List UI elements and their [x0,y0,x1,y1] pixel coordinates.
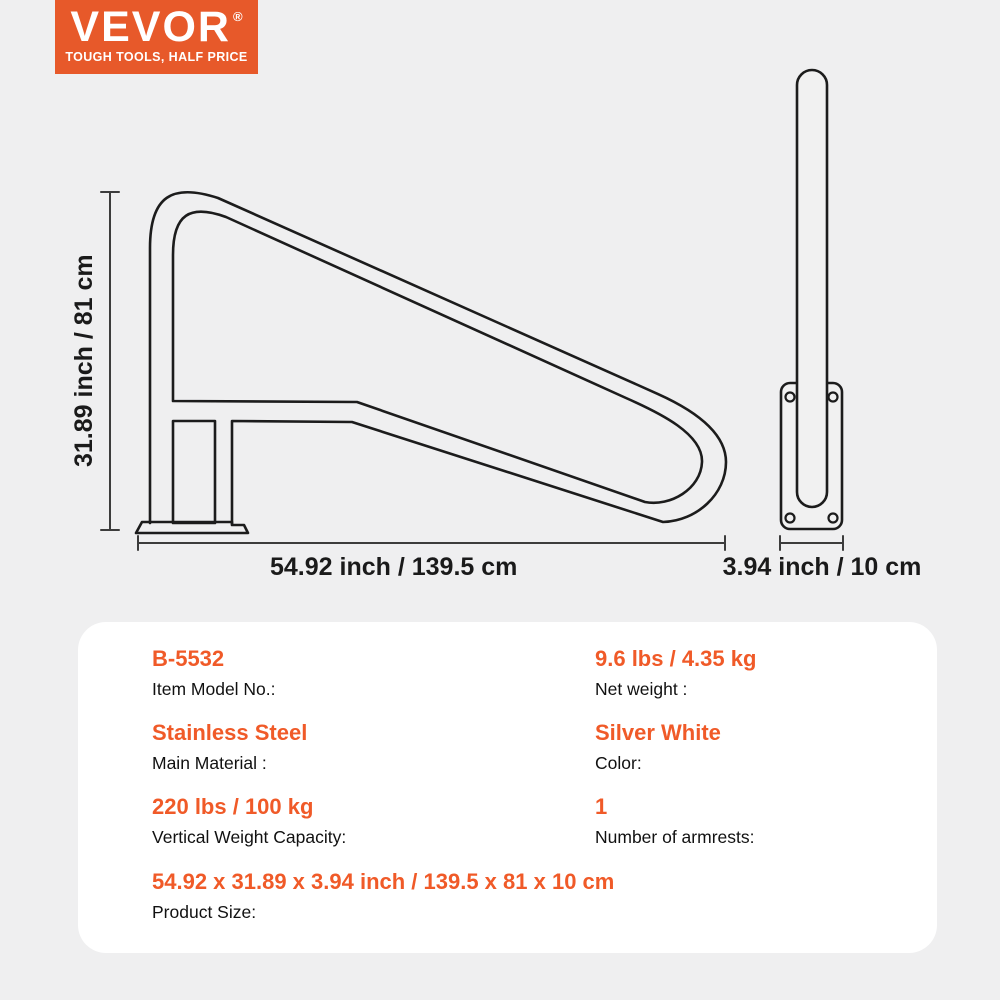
spec-color [595,720,721,773]
handrail-side-outline [150,192,726,524]
spec-label: Vertical Weight Capacity: [152,827,347,847]
spec-value: 9.6 lbs / 4.35 kg [595,646,757,671]
depth-dimension-line [780,536,843,550]
spec-label: Item Model No.: [152,679,276,699]
spec-weight-capacity [152,794,346,847]
spec-main-material [152,720,307,773]
handrail-support-leg [173,421,215,523]
spec-net-weight [595,646,756,699]
spec-value: B-5532 [152,646,225,671]
registered-trademark-icon: ® [232,9,243,24]
spec-value: 54.92 x 31.89 x 3.94 inch / 139.5 x 81 x 10 cm [152,869,615,894]
spec-label: Net weight : [595,679,688,699]
spec-item-model [152,646,276,699]
height-dimension-label: 31.89 inch / 81 cm [70,254,98,467]
spec-value: 1 [595,794,608,819]
width-dimension-label: 54.92 inch / 139.5 cm [270,553,518,581]
handrail-side-inner-loop [173,212,702,503]
height-dimension-line [101,192,119,530]
spec-label: Number of armrests: [595,827,755,847]
depth-dimension-label: 3.94 inch / 10 cm [722,553,922,581]
post-front-view [797,70,827,507]
spec-value: Stainless Steel [152,720,308,745]
brand-name: VEVOR [70,3,231,51]
spec-product-size [152,869,614,922]
brand-tagline: TOUGH TOOLS, HALF PRICE [65,50,248,64]
spec-label: Main Material : [152,753,267,773]
spec-label: Product Size: [152,902,257,922]
spec-value: Silver White [595,720,721,745]
width-dimension-line [138,536,725,550]
spec-armrest-count [595,794,754,847]
spec-value: 220 lbs / 100 kg [152,794,314,819]
spec-label: Color: [595,753,642,773]
spec-card [78,622,937,953]
